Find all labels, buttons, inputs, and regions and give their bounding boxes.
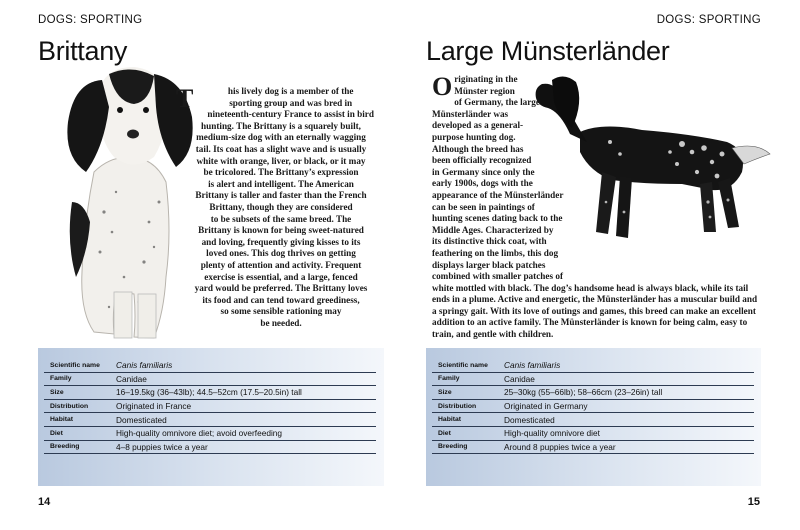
fact-row bbox=[44, 359, 376, 372]
body-line: tail. Its coat has a slight wave and is usually bbox=[195, 143, 367, 154]
body-line: sporting group and was bred in bbox=[229, 97, 353, 108]
fact-value: Canis familiaris bbox=[498, 359, 754, 372]
body-line: Although the breed has bbox=[432, 143, 524, 154]
munsterlander-fact-box bbox=[426, 348, 761, 486]
body-line: white with orange, liver, or black, or it may bbox=[196, 155, 366, 166]
body-line: early 1900s, dogs with the bbox=[432, 178, 533, 189]
fact-label: Size bbox=[44, 386, 110, 400]
fact-label: Distribution bbox=[44, 399, 110, 413]
body-line: ends in a plume. Active and energetic, the Münsterländer has a muscular build and bbox=[432, 294, 758, 305]
fact-row bbox=[432, 426, 754, 440]
body-line: Brittany is known for being sweet-natured bbox=[198, 225, 364, 236]
page-number-left: 14 bbox=[38, 496, 51, 508]
body-line: can be seen in paintings of bbox=[432, 201, 535, 212]
fact-value: Domesticated bbox=[498, 413, 754, 427]
body-line: be tricolored. The Brittany’s expression bbox=[203, 167, 359, 178]
fact-row bbox=[432, 440, 754, 454]
body-line: of Germany, the large bbox=[454, 97, 540, 108]
fact-label: Diet bbox=[432, 426, 498, 440]
fact-label: Habitat bbox=[44, 413, 110, 427]
body-line: Brittany is taller and faster than the French bbox=[195, 190, 367, 201]
body-line: yard would be preferred. The Brittany loves bbox=[194, 283, 368, 294]
breed-title-brittany: Brittany bbox=[38, 36, 128, 66]
dropcap-o: O bbox=[432, 72, 453, 101]
brittany-description bbox=[176, 86, 386, 329]
body-line: displays larger black patches bbox=[432, 259, 546, 270]
body-line: developed as a general- bbox=[432, 120, 524, 131]
fact-row bbox=[432, 359, 754, 372]
body-line: hunting. The Brittany is a squarely built, bbox=[201, 120, 361, 131]
fact-label: Distribution bbox=[432, 399, 498, 413]
breed-title-munsterlander: Large Münsterländer bbox=[426, 36, 670, 66]
fact-value: High-quality omnivore diet bbox=[498, 426, 754, 440]
fact-value: Canidae bbox=[498, 372, 754, 386]
fact-label: Family bbox=[44, 372, 110, 386]
body-line: exercise is essential, and a large, fenced bbox=[204, 271, 358, 282]
body-line: Middle Ages. Characterized by bbox=[432, 224, 554, 235]
fact-row bbox=[432, 413, 754, 427]
body-line: been officially recognized bbox=[432, 155, 532, 166]
page-number-right: 15 bbox=[747, 496, 760, 508]
fact-row bbox=[44, 372, 376, 386]
section-header-right: DOGS: SPORTING bbox=[656, 14, 761, 26]
fact-value: 16–19.5kg (36–43lb); 44.5–52cm (17.5–20.5in) tall bbox=[110, 386, 376, 400]
body-line: its food and can tend toward greediness, bbox=[202, 294, 360, 305]
fact-value: Originated in Germany bbox=[498, 399, 754, 413]
fact-label: Size bbox=[432, 386, 498, 400]
munsterlander-description bbox=[432, 74, 800, 341]
munsterlander-text-lines bbox=[432, 74, 800, 341]
body-line: Münster region bbox=[454, 85, 515, 96]
brittany-fact-table bbox=[44, 359, 376, 454]
fact-label: Family bbox=[432, 372, 498, 386]
fact-label: Diet bbox=[44, 426, 110, 440]
brittany-fact-box bbox=[38, 348, 384, 486]
fact-label: Scientific name bbox=[44, 359, 110, 372]
fact-value: 25–30kg (55–66lb); 58–66cm (23–26in) tall bbox=[498, 386, 754, 400]
fact-value: 4–8 puppies twice a year bbox=[110, 440, 376, 454]
body-line: hunting scenes dating back to the bbox=[432, 213, 563, 224]
fact-row bbox=[44, 413, 376, 427]
body-line: so some sensible rationing may bbox=[220, 306, 342, 317]
body-line: riginating in the bbox=[454, 74, 518, 84]
body-line: plenty of attention and activity. Frequent bbox=[200, 259, 362, 270]
fact-row bbox=[432, 399, 754, 413]
body-line: and loving, frequently giving kisses to its bbox=[201, 236, 361, 247]
body-line: nineteenth-century France to assist in bird bbox=[207, 109, 374, 120]
fact-label: Habitat bbox=[432, 413, 498, 427]
body-line: his lively dog is a member of the bbox=[227, 86, 354, 96]
body-line: train, and gentle with children. bbox=[432, 329, 554, 340]
munsterlander-fact-table bbox=[432, 359, 754, 454]
fact-row bbox=[44, 386, 376, 400]
fact-row bbox=[44, 399, 376, 413]
body-line: Münsterländer was bbox=[432, 108, 509, 119]
fact-value: High-quality omnivore diet; avoid overfeeding bbox=[110, 426, 376, 440]
body-line: its distinctive thick coat, with bbox=[432, 236, 547, 247]
section-header-left: DOGS: SPORTING bbox=[38, 14, 143, 26]
body-line: combined with smaller patches of bbox=[432, 271, 564, 282]
fact-value: Around 8 puppies twice a year bbox=[498, 440, 754, 454]
body-line: a springy gait. With its love of outings and games, this breed can make an excellent bbox=[432, 305, 756, 316]
fact-value: Domesticated bbox=[110, 413, 376, 427]
fact-value: Originated in France bbox=[110, 399, 376, 413]
right-page bbox=[400, 0, 800, 530]
body-line: is alert and intelligent. The American bbox=[208, 178, 354, 189]
fact-row bbox=[432, 372, 754, 386]
body-line: loved ones. This dog thrives on getting bbox=[206, 248, 356, 259]
fact-row bbox=[432, 386, 754, 400]
body-line: white mottled with black. The dog’s handsome head is always black, while its tail bbox=[432, 282, 749, 293]
fact-label: Breeding bbox=[44, 440, 110, 454]
body-line: purpose hunting dog. bbox=[432, 131, 516, 142]
fact-label: Scientific name bbox=[432, 359, 498, 372]
fact-label: Breeding bbox=[432, 440, 498, 454]
body-line: in Germany since only the bbox=[432, 166, 535, 177]
fact-value: Canis familiaris bbox=[110, 359, 376, 372]
dropcap-t: T bbox=[176, 84, 194, 113]
body-line: addition to an active family. The Münsterländer is known for being calm, easy to bbox=[432, 317, 748, 328]
body-line: appearance of the Münsterländer bbox=[432, 189, 564, 200]
fact-row bbox=[44, 426, 376, 440]
body-line: be needed. bbox=[260, 317, 302, 328]
fact-value: Canidae bbox=[110, 372, 376, 386]
body-line: to be subsets of the same breed. The bbox=[210, 213, 352, 224]
fact-row bbox=[44, 440, 376, 454]
brittany-text-lines bbox=[176, 86, 386, 329]
body-line: medium-size dog with an eternally wagging bbox=[196, 132, 366, 143]
body-line: feathering on the limbs, this dog bbox=[432, 247, 559, 258]
body-line: Brittany, though they are considered bbox=[209, 201, 353, 212]
